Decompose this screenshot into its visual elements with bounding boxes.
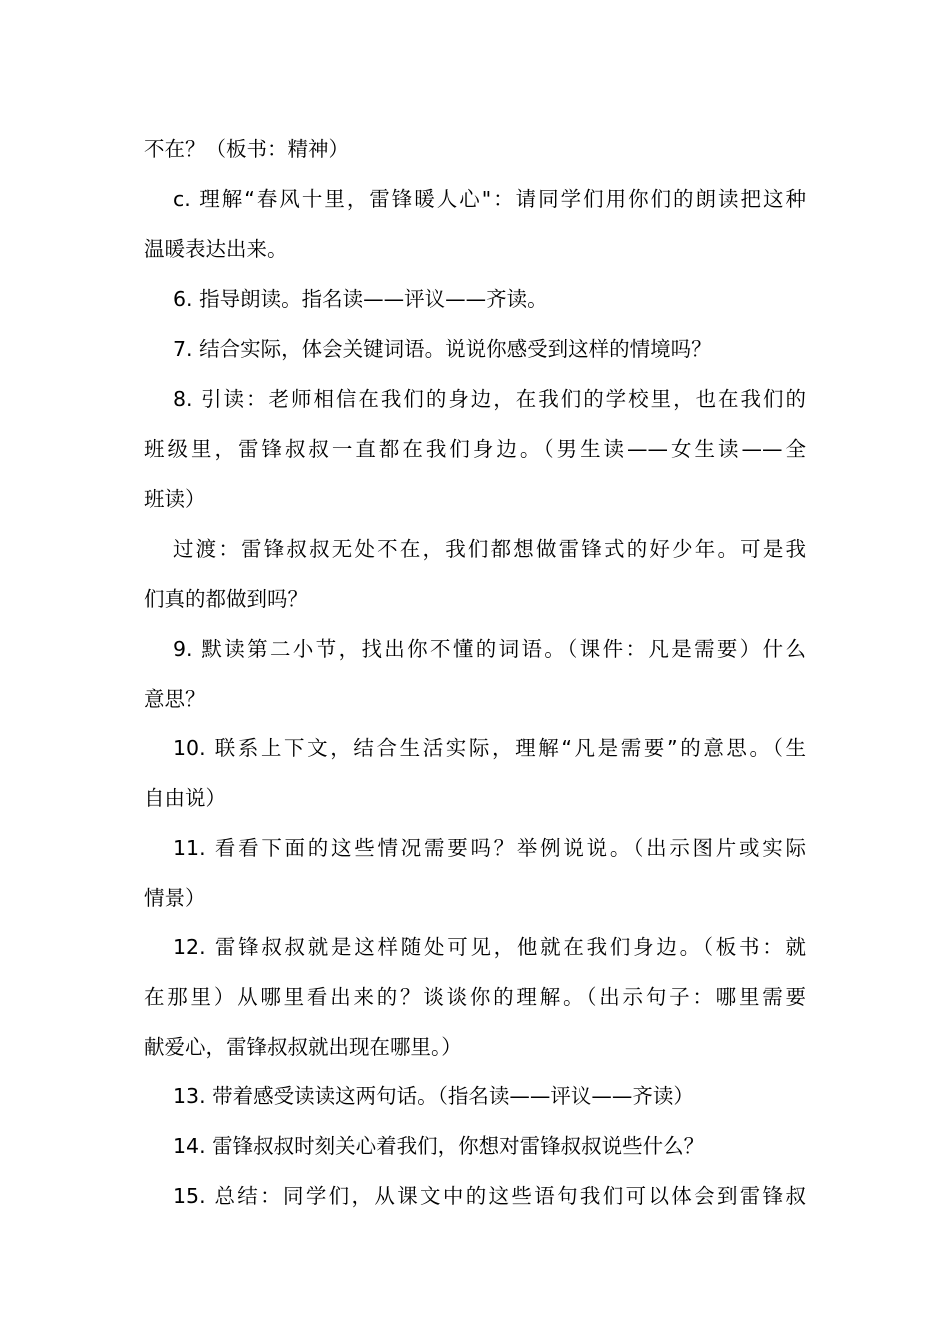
text-line: 14. 雷锋叔叔时刻关心着我们，你想对雷锋叔叔说些什么？: [173, 1134, 705, 1158]
text-line: 班级里，雷锋叔叔一直都在我们身边。（男生读——女生读——全: [144, 437, 806, 461]
text-line: 温暖表达出来。: [144, 237, 288, 261]
text-line: c. 理解“春风十里，雷锋暖人心"：请同学们用你们的朗读把这种: [173, 187, 806, 211]
text-line: 12. 雷锋叔叔就是这样随处可见，他就在我们身边。（板书：就: [173, 935, 806, 959]
text-line: 班读）: [144, 487, 206, 511]
text-line: 15. 总结：同学们，从课文中的这些语句我们可以体会到雷锋叔: [173, 1184, 806, 1208]
text-line: 10. 联系上下文，结合生活实际，理解“凡是需要”的意思。（生: [173, 736, 806, 760]
text-line: 情景）: [144, 886, 206, 910]
text-line: 9. 默读第二小节，找出你不懂的词语。（课件：凡是需要）什么: [173, 637, 806, 661]
text-line: 13. 带着感受读读这两句话。（指名读——评议——齐读）: [173, 1084, 694, 1108]
text-line: 意思？: [144, 687, 206, 711]
text-line: 过渡：雷锋叔叔无处不在，我们都想做雷锋式的好少年。可是我: [173, 537, 806, 561]
text-line: 献爱心，雷锋叔叔就出现在哪里。）: [144, 1035, 462, 1059]
text-line: 在那里）从哪里看出来的？谈谈你的理解。（出示句子：哪里需要: [144, 985, 806, 1009]
text-line: 6. 指导朗读。指名读——评议——齐读。: [173, 287, 548, 311]
text-line: 7. 结合实际，体会关键词语。说说你感受到这样的情境吗？: [173, 337, 712, 361]
text-line: 自由说）: [144, 786, 226, 810]
text-line: 们真的都做到吗？: [144, 587, 308, 611]
text-line: 11. 看看下面的这些情况需要吗？举例说说。（出示图片或实际: [173, 836, 806, 860]
text-line: 不在？（板书：精神）: [144, 137, 349, 161]
text-line: 8. 引读：老师相信在我们的身边，在我们的学校里，也在我们的: [173, 387, 806, 411]
